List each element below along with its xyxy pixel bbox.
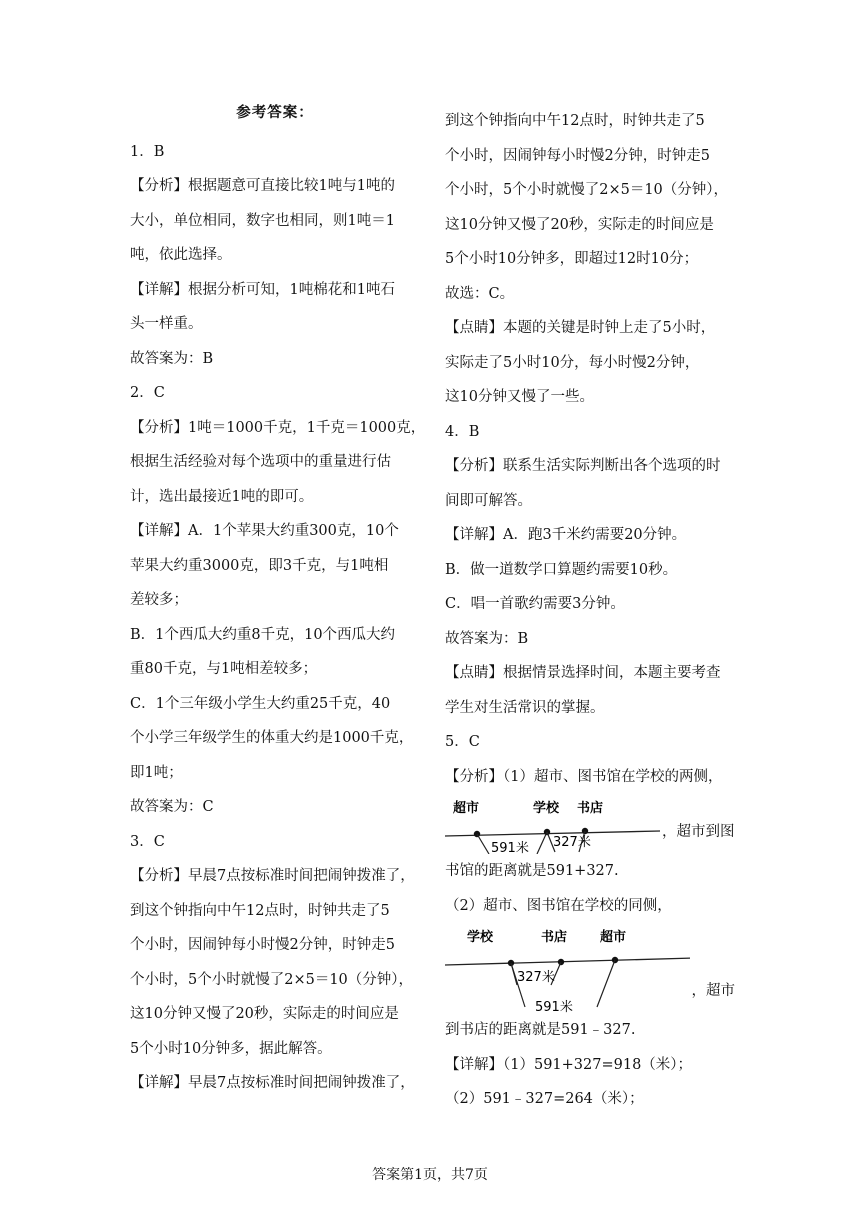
right-column <box>445 104 735 1117</box>
text-line: 故选：C。 <box>445 285 515 302</box>
text-line: 吨，依此选择。 <box>130 247 232 263</box>
text-line: 【分析】早晨7点按标准时间把闹钟拨准了， <box>130 868 415 884</box>
text-line: 故答案为：B <box>445 630 529 647</box>
text-line: 到这个钟指向中午12点时，时钟共走了5 <box>445 113 705 129</box>
text-line: 【分析】根据题意可直接比较1吨与1吨的 <box>130 178 395 194</box>
text-line: 个小时，5个小时就慢了2×5＝10（分钟）， <box>445 182 729 198</box>
page-footer: 答案第1页，共7页 <box>372 1167 488 1183</box>
text-line: 重80千克，与1吨相差较多； <box>130 661 318 677</box>
text-line: 【详解】根据分析可知，1吨棉花和1吨石 <box>130 281 395 298</box>
text-line: B．1个西瓜大约重8千克，10个西瓜大约 <box>130 626 396 643</box>
text-line: 苹果大约重3000克，即3千克，与1吨相 <box>130 557 389 574</box>
distance-label: 327米 <box>553 835 591 850</box>
place-label: 书店 <box>541 930 568 945</box>
place-label: 书店 <box>577 801 604 816</box>
text-line: 大小，单位相同，数字也相同，则1吨＝1 <box>130 212 395 229</box>
road-line <box>445 958 690 965</box>
text-line: 【分析】1吨＝1000千克，1千克＝1000克， <box>130 419 426 436</box>
text-line: C．1个三年级小学生大约重25千克，40 <box>130 695 391 712</box>
text-line: （2）超市、图书馆在学校的同侧， <box>445 897 672 914</box>
text-line: 3．C <box>130 833 165 850</box>
text-line: 5个小时10分钟多，即超过12时10分； <box>445 251 699 267</box>
text-line: 实际走了5小时10分，每小时慢2分钟， <box>445 354 700 371</box>
text-line: 5个小时10分钟多，据此解答。 <box>130 1040 332 1057</box>
text-line: 学生对生活常识的掌握。 <box>445 699 605 716</box>
text-line: 这10分钟又慢了20秒，实际走的时间应是 <box>445 216 714 233</box>
text-line: 差较多； <box>130 592 188 608</box>
text-line: 书馆的距离就是591+327. <box>445 863 619 879</box>
text-line: 故答案为：C <box>130 799 214 815</box>
text-line: 这10分钟又慢了20秒，实际走的时间应是 <box>130 1006 399 1022</box>
text-line: 4．B <box>445 423 480 440</box>
text-line: 这10分钟又慢了一些。 <box>445 389 594 405</box>
text-line: 到这个钟指向中午12点时，时钟共走了5 <box>130 902 390 919</box>
inline-text: ，超市到图 <box>662 824 735 840</box>
figure2-row <box>445 923 735 1013</box>
text-line: 5．C <box>445 734 480 750</box>
text-line: 2．C <box>130 385 165 401</box>
figure2-diagram <box>445 923 690 1013</box>
text-line: 【分析】（1）超市、图书馆在学校的两侧， <box>445 768 723 785</box>
distance-label: 591米 <box>491 841 529 854</box>
text-line: 故答案为：B <box>130 350 214 367</box>
text-line: 即1吨； <box>130 764 183 781</box>
text-line: 【详解】A．跑3千米约需要20分钟。 <box>445 527 687 543</box>
figure1-row <box>445 794 735 854</box>
text-line: 个小学三年级学生的体重大约是1000千克， <box>130 730 414 746</box>
page-title: 参考答案： <box>236 104 314 121</box>
left-column <box>130 96 426 1101</box>
text-line: 1．B <box>130 143 165 160</box>
text-line: 【分析】联系生活实际判断出各个选项的时 <box>445 458 721 474</box>
text-line: 【详解】（1）591+327=918（米）； <box>445 1056 693 1073</box>
text-line: 个小时，因闹钟每小时慢2分钟，时钟走5 <box>130 937 395 953</box>
distance-label: 591米 <box>535 1000 573 1013</box>
figure1-diagram <box>445 794 660 854</box>
text-line: 【详解】早晨7点按标准时间把闹钟拨准了， <box>130 1075 415 1091</box>
text-line: 头一样重。 <box>130 316 203 332</box>
place-label: 学校 <box>533 801 560 816</box>
text-line: 个小时，因闹钟每小时慢2分钟，时钟走5 <box>445 147 710 164</box>
text-line: 间即可解答。 <box>445 492 532 509</box>
text-line: 计，选出最接近1吨的即可。 <box>130 488 314 505</box>
text-line: 到书店的距离就是591﹣327. <box>445 1022 636 1038</box>
distance-label: 327米 <box>517 970 555 985</box>
text-line: B．做一道数学口算题约需要10秒。 <box>445 561 678 578</box>
text-line: 个小时，5个小时就慢了2×5＝10（分钟）， <box>130 971 414 988</box>
place-label: 学校 <box>467 930 494 945</box>
text-line: （2）591﹣327=264（米）； <box>445 1091 644 1107</box>
inline-text: ，超市 <box>691 983 735 999</box>
place-label: 超市 <box>600 930 627 945</box>
text-line: 【详解】A．1个苹果大约重300克，10个 <box>130 523 399 539</box>
text-line: 根据生活经验对每个选项中的重量进行估 <box>130 454 391 470</box>
text-line: C．唱一首歌约需要3分钟。 <box>445 596 625 612</box>
place-label: 超市 <box>453 801 480 816</box>
text-line: 【点睛】本题的关键是时钟上走了5小时， <box>445 320 716 336</box>
text-line: 【点睛】根据情景选择时间，本题主要考查 <box>445 665 721 681</box>
